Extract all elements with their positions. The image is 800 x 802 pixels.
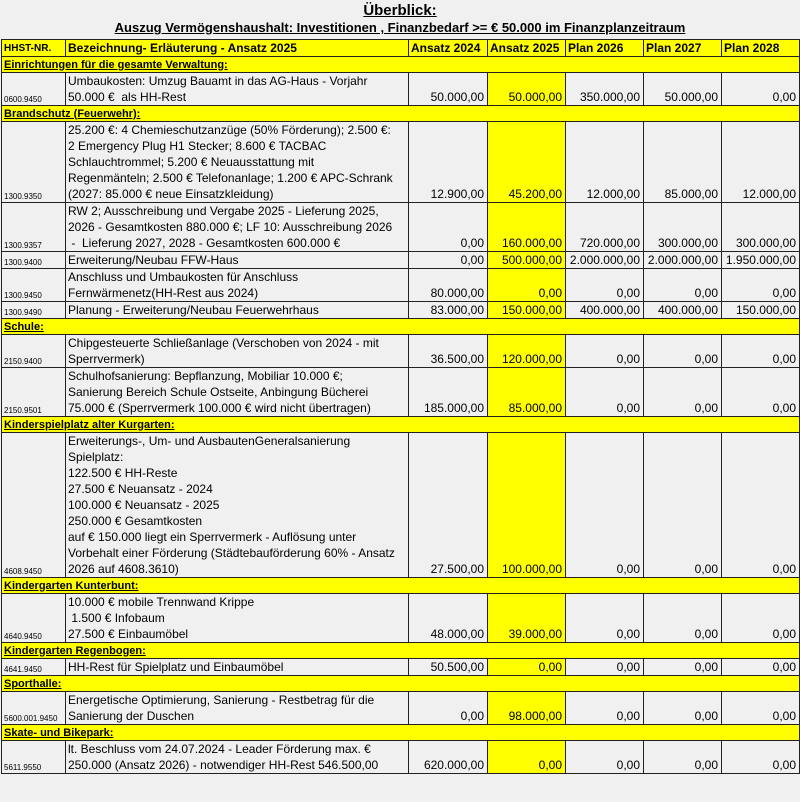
description-line: Erweiterungs-, Um- und AusbautenGeneralsanierung xyxy=(68,434,351,448)
value-plan-2027: 0,00 xyxy=(644,692,722,725)
value-plan-2028: 150.000,00 xyxy=(722,302,800,319)
value-plan-2026: 0,00 xyxy=(566,368,644,417)
description-line: 100.000 € Neuansatz - 2025 xyxy=(68,498,220,512)
table-body xyxy=(2,57,800,774)
value-plan-2027: 0,00 xyxy=(644,594,722,643)
value-plan-2028: 0,00 xyxy=(722,368,800,417)
table-row xyxy=(2,368,800,417)
value-ansatz-2025: 0,00 xyxy=(488,659,566,676)
value-ansatz-2025: 0,00 xyxy=(488,269,566,302)
hhst-number: 2150.9501 xyxy=(2,368,66,417)
value-ansatz-2025: 50.000,00 xyxy=(488,73,566,106)
section-title: Kindergarten Kunterbunt: xyxy=(2,578,800,594)
table-row xyxy=(2,269,800,302)
value-ansatz-2024: 0,00 xyxy=(409,692,488,725)
value-plan-2026: 2.000.000,00 xyxy=(566,252,644,269)
value-ansatz-2025: 39.000,00 xyxy=(488,594,566,643)
section-title: Kindergarten Regenbogen: xyxy=(2,643,800,659)
row-description xyxy=(66,368,409,417)
value-ansatz-2025: 160.000,00 xyxy=(488,203,566,252)
value-ansatz-2024: 48.000,00 xyxy=(409,594,488,643)
value-plan-2028: 0,00 xyxy=(722,741,800,774)
value-ansatz-2025: 500.000,00 xyxy=(488,252,566,269)
description-line: Planung - Erweiterung/Neubau Feuerwehrhaus xyxy=(68,303,319,317)
page-subtitle: Auszug Vermögenshaushalt: Investitionen , Finanzbedarf >= € 50.000 im Finanzplanzeitraum xyxy=(114,20,686,35)
row-description xyxy=(66,741,409,774)
description-line: auf € 150.000 liegt ein Sperrvermerk - Auflösung unter xyxy=(68,530,357,544)
value-plan-2027: 0,00 xyxy=(644,368,722,417)
table-row xyxy=(2,433,800,578)
description-line: Schlauchtrommel; 5.200 € Neuausstattung mit xyxy=(68,155,315,169)
description-line: 122.500 € HH-Reste xyxy=(68,466,178,480)
value-plan-2027: 0,00 xyxy=(644,741,722,774)
value-ansatz-2024: 36.500,00 xyxy=(409,335,488,368)
col-header-ansatz-2025: Ansatz 2025 xyxy=(488,40,566,57)
value-plan-2026: 0,00 xyxy=(566,692,644,725)
table-row xyxy=(2,203,800,252)
description-line: 250.000 (Ansatz 2026) - notwendiger HH-Rest 546.500,00 xyxy=(68,758,379,772)
value-ansatz-2024: 27.500,00 xyxy=(409,433,488,578)
value-plan-2027: 85.000,00 xyxy=(644,122,722,203)
section-row xyxy=(2,106,800,122)
description-line: 2026 auf 4608.3610) xyxy=(68,562,179,576)
description-line: 2026 - Gesamtkosten 880.000 €; LF 10: Ausschreibung 2026 xyxy=(68,220,393,234)
value-plan-2028: 0,00 xyxy=(722,73,800,106)
value-plan-2028: 0,00 xyxy=(722,659,800,676)
description-line: lt. Beschluss vom 24.07.2024 - Leader Förderung max. € xyxy=(68,742,371,756)
col-header-plan-2026: Plan 2026 xyxy=(566,40,644,57)
value-plan-2026: 0,00 xyxy=(566,741,644,774)
description-line: 10.000 € mobile Trennwand Krippe xyxy=(68,595,255,609)
value-plan-2027: 0,00 xyxy=(644,433,722,578)
hhst-number: 4640.9450 xyxy=(2,594,66,643)
row-description xyxy=(66,203,409,252)
section-title: Einrichtungen für die gesamte Verwaltung: xyxy=(2,57,800,73)
row-description xyxy=(66,594,409,643)
header-row xyxy=(2,40,800,57)
table-row xyxy=(2,659,800,676)
value-ansatz-2024: 83.000,00 xyxy=(409,302,488,319)
value-ansatz-2025: 120.000,00 xyxy=(488,335,566,368)
table-row xyxy=(2,122,800,203)
row-description xyxy=(66,73,409,106)
value-ansatz-2024: 50.500,00 xyxy=(409,659,488,676)
description-line: Sanierung Bereich Schule Ostseite, Anbingung Bücherei xyxy=(68,385,369,399)
hhst-number: 4641.9450 xyxy=(2,659,66,676)
hhst-number: 1300.9490 xyxy=(2,302,66,319)
row-description xyxy=(66,433,409,578)
row-description xyxy=(66,302,409,319)
hhst-number: 2150.9400 xyxy=(2,335,66,368)
description-line: RW 2; Ausschreibung und Vergabe 2025 - Lieferung 2025, xyxy=(68,204,379,218)
col-header-ansatz-2024: Ansatz 2024 xyxy=(409,40,488,57)
hhst-number: 1300.9357 xyxy=(2,203,66,252)
section-title: Kinderspielplatz alter Kurgarten: xyxy=(2,417,800,433)
description-line: 1.500 € Infobaum xyxy=(68,611,165,625)
row-description xyxy=(66,692,409,725)
description-line: (2027: 85.000 € neue Einsatzkleidung) xyxy=(68,187,274,201)
section-row xyxy=(2,643,800,659)
value-ansatz-2024: 0,00 xyxy=(409,252,488,269)
value-plan-2026: 400.000,00 xyxy=(566,302,644,319)
description-line: 25.200 €: 4 Chemieschutzanzüge (50% Förderung); 2.500 €: xyxy=(68,123,391,137)
description-line: Chipgesteuerte Schließanlage (Verschoben von 2024 - mit xyxy=(68,336,379,350)
value-plan-2026: 350.000,00 xyxy=(566,73,644,106)
description-line: Sperrvermerk) xyxy=(68,352,145,366)
section-row xyxy=(2,676,800,692)
hhst-number: 1300.9400 xyxy=(2,252,66,269)
description-line: Umbaukosten: Umzug Bauamt in das AG-Haus - Vorjahr xyxy=(68,74,368,88)
section-title: Sporthalle: xyxy=(2,676,800,692)
description-line: 27.500 € Einbaumöbel xyxy=(68,627,189,641)
description-line: Spielplatz: xyxy=(68,450,124,464)
value-ansatz-2025: 45.200,00 xyxy=(488,122,566,203)
value-plan-2028: 300.000,00 xyxy=(722,203,800,252)
value-ansatz-2024: 620.000,00 xyxy=(409,741,488,774)
value-plan-2026: 0,00 xyxy=(566,433,644,578)
value-plan-2026: 0,00 xyxy=(566,594,644,643)
page-title: Überblick: xyxy=(363,2,437,19)
value-plan-2028: 12.000,00 xyxy=(722,122,800,203)
table-row xyxy=(2,335,800,368)
description-line: Vorbehalt einer Förderung (Städtebauförderung 60% - Ansatz xyxy=(68,546,395,560)
value-plan-2027: 0,00 xyxy=(644,269,722,302)
row-description xyxy=(66,122,409,203)
description-line: HH-Rest für Spielplatz und Einbaumöbel xyxy=(68,660,284,674)
section-row xyxy=(2,578,800,594)
section-title: Schule: xyxy=(2,319,800,335)
description-line: 27.500 € Neuansatz - 2024 xyxy=(68,482,213,496)
value-ansatz-2024: 185.000,00 xyxy=(409,368,488,417)
hhst-number: 1300.9350 xyxy=(2,122,66,203)
description-line: Erweiterung/Neubau FFW-Haus xyxy=(68,253,239,267)
row-description xyxy=(66,659,409,676)
value-plan-2027: 50.000,00 xyxy=(644,73,722,106)
value-plan-2026: 0,00 xyxy=(566,335,644,368)
value-plan-2027: 2.000.000,00 xyxy=(644,252,722,269)
hhst-number: 4608.9450 xyxy=(2,433,66,578)
value-plan-2026: 0,00 xyxy=(566,269,644,302)
col-header-plan-2027: Plan 2027 xyxy=(644,40,722,57)
hhst-number: 5611.9550 xyxy=(2,741,66,774)
description-line: Energetische Optimierung, Sanierung - Restbetrag für die xyxy=(68,693,375,707)
description-line: Anschluss und Umbaukosten für Anschluss xyxy=(68,270,299,284)
value-plan-2027: 400.000,00 xyxy=(644,302,722,319)
row-description xyxy=(66,335,409,368)
description-line: Regenmänteln; 2.500 € Telefonanlage; 1.200 € APC-Schrank xyxy=(68,171,393,185)
table-row xyxy=(2,741,800,774)
value-ansatz-2024: 80.000,00 xyxy=(409,269,488,302)
description-line: 2 Emergency Plug H1 Stecker; 8.600 € TACBAC xyxy=(68,139,327,153)
table-row xyxy=(2,73,800,106)
value-plan-2028: 0,00 xyxy=(722,594,800,643)
description-line: - Lieferung 2027, 2028 - Gesamtkosten 600.000 € xyxy=(68,236,341,250)
description-line: 50.000 € als HH-Rest xyxy=(68,90,187,104)
section-title: Brandschutz (Feuerwehr): xyxy=(2,106,800,122)
value-ansatz-2025: 100.000,00 xyxy=(488,433,566,578)
row-description xyxy=(66,269,409,302)
table-row xyxy=(2,692,800,725)
section-row xyxy=(2,417,800,433)
value-plan-2027: 300.000,00 xyxy=(644,203,722,252)
value-plan-2026: 720.000,00 xyxy=(566,203,644,252)
value-plan-2028: 0,00 xyxy=(722,335,800,368)
table-row xyxy=(2,252,800,269)
description-line: Fernwärmenetz(HH-Rest aus 2024) xyxy=(68,286,259,300)
table-row xyxy=(2,302,800,319)
value-plan-2028: 1.950.000,00 xyxy=(722,252,800,269)
description-line: Sanierung der Duschen xyxy=(68,709,195,723)
value-ansatz-2025: 98.000,00 xyxy=(488,692,566,725)
col-header-hhst: HHST-NR. xyxy=(2,40,66,57)
value-ansatz-2025: 150.000,00 xyxy=(488,302,566,319)
value-plan-2026: 0,00 xyxy=(566,659,644,676)
section-row xyxy=(2,57,800,73)
value-ansatz-2024: 50.000,00 xyxy=(409,73,488,106)
value-plan-2028: 0,00 xyxy=(722,692,800,725)
value-ansatz-2025: 85.000,00 xyxy=(488,368,566,417)
description-line: 250.000 € Gesamtkosten xyxy=(68,514,203,528)
table-row xyxy=(2,594,800,643)
value-plan-2027: 0,00 xyxy=(644,335,722,368)
hhst-number: 5600.001.9450 xyxy=(2,692,66,725)
description-line: 75.000 € (Sperrvermerk 100.000 € wird nicht übertragen) xyxy=(68,401,371,415)
value-plan-2028: 0,00 xyxy=(722,269,800,302)
section-row xyxy=(2,725,800,741)
col-header-description: Bezeichnung- Erläuterung - Ansatz 2025 xyxy=(66,40,409,57)
value-ansatz-2024: 0,00 xyxy=(409,203,488,252)
row-description xyxy=(66,252,409,269)
hhst-number: 1300.9450 xyxy=(2,269,66,302)
section-title: Skate- und Bikepark: xyxy=(2,725,800,741)
investment-table xyxy=(1,39,800,774)
value-plan-2028: 0,00 xyxy=(722,433,800,578)
hhst-number: 0600.9450 xyxy=(2,73,66,106)
value-plan-2026: 12.000,00 xyxy=(566,122,644,203)
section-row xyxy=(2,319,800,335)
description-line: Schulhofsanierung: Bepflanzung, Mobiliar 10.000 €; xyxy=(68,369,343,383)
value-plan-2027: 0,00 xyxy=(644,659,722,676)
value-ansatz-2024: 12.900,00 xyxy=(409,122,488,203)
value-ansatz-2025: 0,00 xyxy=(488,741,566,774)
col-header-plan-2028: Plan 2028 xyxy=(722,40,800,57)
